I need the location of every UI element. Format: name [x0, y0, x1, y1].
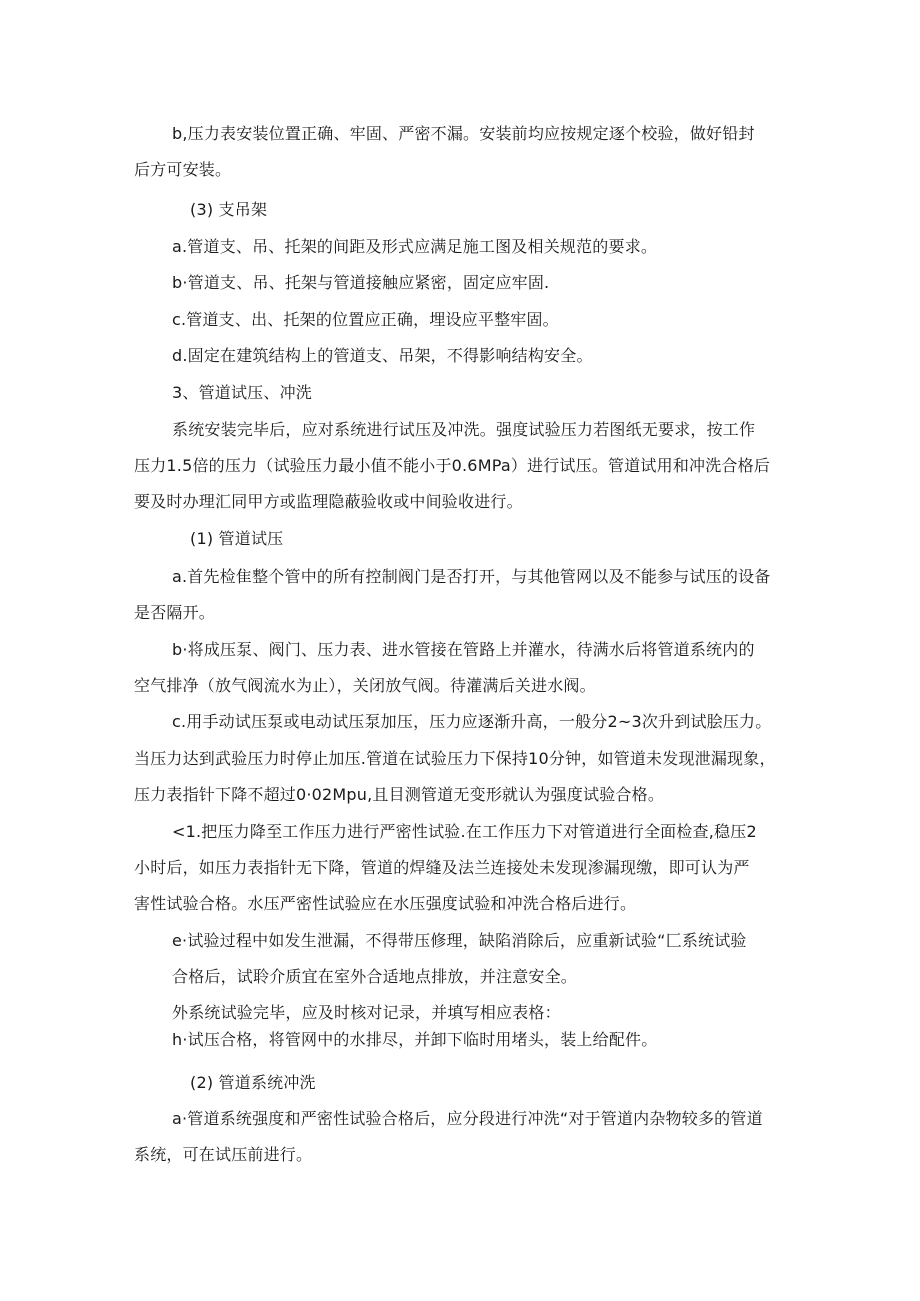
text-line: a.管道支、吊、托架的间距及形式应满足施工图及相关规范的要求。: [172, 237, 658, 256]
text-line: 压力1.5倍的压力（试验压力最小值不能小于0.6MPa）进行试压。管道试用和冲洗合格后: [134, 456, 771, 475]
text-line: 压力表指针下降不超过0·02Mpu,且目测管道无变形就认为强度试验合格。: [134, 785, 665, 804]
section-heading: (2) 管道系统冲洗: [190, 1073, 316, 1092]
text-line: b·管道支、吊、托架与管道接触应紧密，固定应牢固.: [172, 273, 550, 292]
section-heading: 3、管道试压、冲洗: [172, 383, 312, 402]
text-line: 当压力达到武验压力时停止加压.管道在试验压力下保持10分钟，如管道未发现泄漏现象，: [134, 749, 776, 768]
text-line: 要及时办理汇同甲方或监理隐蔽验收或中间验收进行。: [134, 492, 523, 511]
text-line: a·管道系统强度和严密性试验合格后，应分段进行冲洗“对于管道内杂物较多的管道: [172, 1109, 763, 1128]
text-line: <1.把压力降至工作压力进行严密性试验.在工作压力下对管道进行全面检查,稳压2: [172, 822, 757, 841]
text-line: c.管道支、出、托架的位置应正确，埋设应平整牢固。: [172, 310, 559, 329]
text-line: 系统安装完毕后，应对系统进行试压及冲洗。强度试验压力若图纸无要求，按工作: [172, 420, 756, 439]
text-line: b·将成压泵、阀门、压力表、进水管接在管路上并灌水，待满水后将管道系统内的: [172, 640, 755, 659]
text-line: e·试验过程中如发生泄漏，不得带压修理，缺陷消除后，应重新试验“匚系统试验: [172, 931, 747, 950]
text-line: 外系统试验完毕，应及时核对记录，并填写相应表格：: [172, 1003, 561, 1022]
text-line: a.首先检隹整个管中的所有控制阀门是否打开，与其他管网以及不能参与试压的设备: [172, 567, 771, 586]
text-line: h·试压合格，将管网中的水排尽，并卸下临时用堵头，装上给配件。: [172, 1030, 658, 1049]
text-line: 害性试验合格。水压严密性试验应在水压强度试验和冲洗合格后进行。: [134, 894, 637, 913]
text-line: c.用手动试压泵或电动试压泵加压，压力应逐渐升高，一般分2~3次升到试脍压力。: [172, 712, 772, 731]
text-line: 空气排净（放气阀流水为止），关闭放气阀。待灌满后关进水阀。: [134, 676, 596, 695]
text-line: b,压力表安装位置正确、牢固、严密不漏。安装前均应按规定逐个校验，做好铅封: [172, 124, 755, 143]
text-line: 后方可安装。: [134, 160, 232, 179]
section-heading: (1) 管道试压: [190, 529, 284, 548]
text-line: 是否隔开。: [134, 603, 216, 622]
text-line: 小时后，如压力表指针无下降，管道的焊缝及法兰连接处未发现渗漏现缴，即可认为严: [134, 858, 750, 877]
text-line: d.固定在建筑结构上的管道支、吊架，不得影响结构安全。: [172, 346, 593, 365]
section-heading: (3) 支吊架: [190, 200, 268, 219]
text-line: 系统，可在试压前进行。: [134, 1145, 313, 1164]
text-line: 合格后，试聆介质宜在室外合适地点排放，并注意安全。: [172, 967, 578, 986]
